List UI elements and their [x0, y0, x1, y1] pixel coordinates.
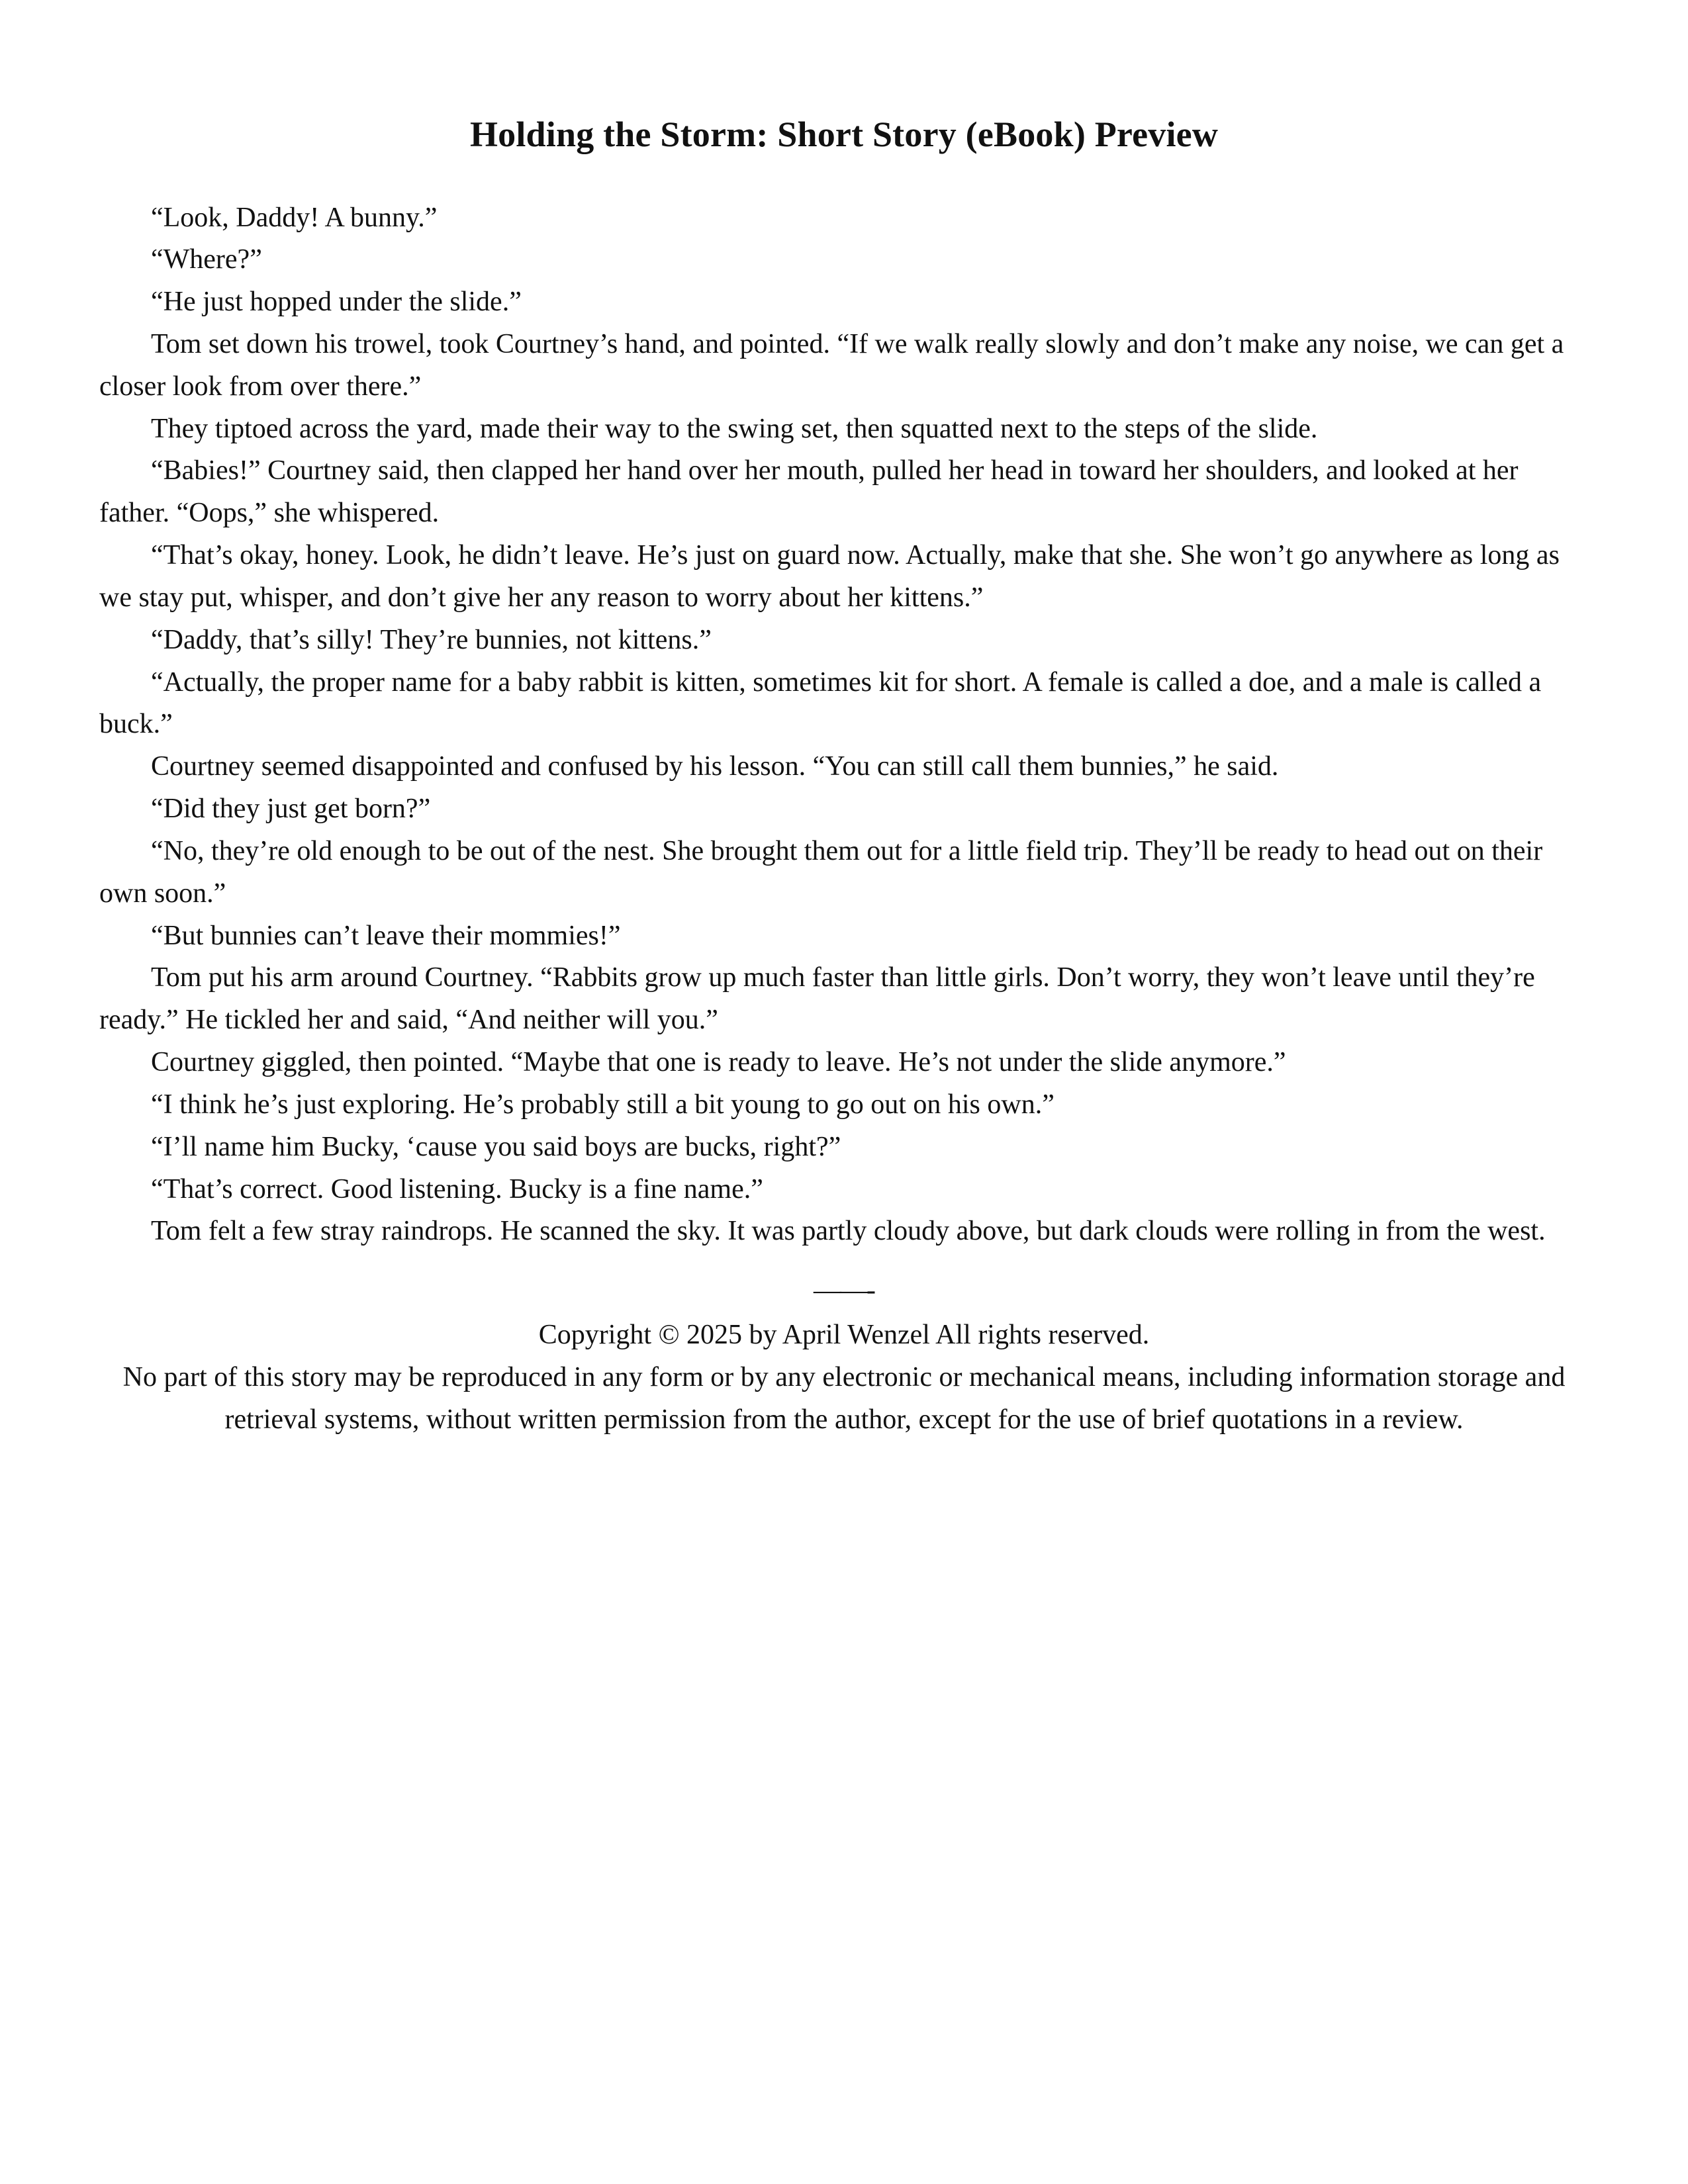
story-paragraph: “He just hopped under the slide.” [151, 287, 522, 318]
story-paragraph: “Look, Daddy! A bunny.” [151, 202, 438, 233]
copyright-line: Copyright © 2025 by April Wenzel All rights reserved. [538, 1320, 1150, 1350]
story-paragraph: “Daddy, that’s silly! They’re bunnies, not kittens.” [151, 624, 712, 655]
story-paragraph: “Did they just get born?” [151, 794, 431, 825]
copyright-notice [99, 1314, 1589, 1441]
story-paragraph: Courtney seemed disappointed and confused by his lesson. “You can still call them bunnies,” he said. [151, 751, 1279, 782]
story-paragraph: “Where?” [151, 244, 262, 275]
story-paragraph: “That’s okay, honey. Look, he didn’t leave. He’s just on guard now. Actually, make that she. She won’t go anywhere as long as we stay put, whisper, and don’t give her any reason to worry about her kittens.” [99, 540, 1560, 613]
page-title: Holding the Storm: Short Story (eBook) Preview [469, 114, 1219, 154]
story-paragraph: Tom set down his trowel, took Courtney’s hand, and pointed. “If we walk really slowly and don’t make any noise, we can get a closer look from over there.” [99, 328, 1564, 402]
rights-line: No part of this story may be reproduced in any form or by any electronic or mechanical means, including information storage and retrieval systems, without written permission from the author, except for the use of brief quotations in a review. [122, 1361, 1566, 1435]
story-paragraph: “That’s correct. Good listening. Bucky is a fine name.” [151, 1173, 763, 1205]
story-body [99, 197, 1589, 1253]
story-paragraph: Tom felt a few stray raindrops. He scanned the sky. It was partly cloudy above, but dark clouds were rolling in from the west. [151, 1216, 1546, 1247]
story-paragraph: “Actually, the proper name for a baby rabbit is kitten, sometimes kit for short. A female is called a doe, and a male is called a buck.” [99, 666, 1542, 740]
story-paragraph: Courtney giggled, then pointed. “Maybe that one is ready to leave. He’s not under the slide anymore.” [151, 1047, 1286, 1078]
section-divider: ——- [814, 1275, 874, 1306]
story-paragraph: “I’ll name him Bucky, ‘cause you said boys are bucks, right?” [151, 1131, 841, 1162]
story-paragraph: “No, they’re old enough to be out of the nest. She brought them out for a little field trip. They’ll be ready to head out on their own soon.” [99, 835, 1543, 909]
story-paragraph: “But bunnies can’t leave their mommies!” [151, 920, 621, 951]
story-paragraph: “Babies!” Courtney said, then clapped her hand over her mouth, pulled her head in toward her shoulders, and looked at her father. “Oops,” she whispered. [99, 455, 1519, 529]
story-paragraph: They tiptoed across the yard, made their way to the swing set, then squatted next to the steps of the slide. [151, 413, 1318, 444]
story-paragraph: “I think he’s just exploring. He’s probably still a bit young to go out on his own.” [151, 1089, 1055, 1120]
story-paragraph: Tom put his arm around Courtney. “Rabbits grow up much faster than little girls. Don’t worry, they won’t leave until they’re ready.” He tickled her and said, “And neither will you.” [99, 962, 1535, 1036]
